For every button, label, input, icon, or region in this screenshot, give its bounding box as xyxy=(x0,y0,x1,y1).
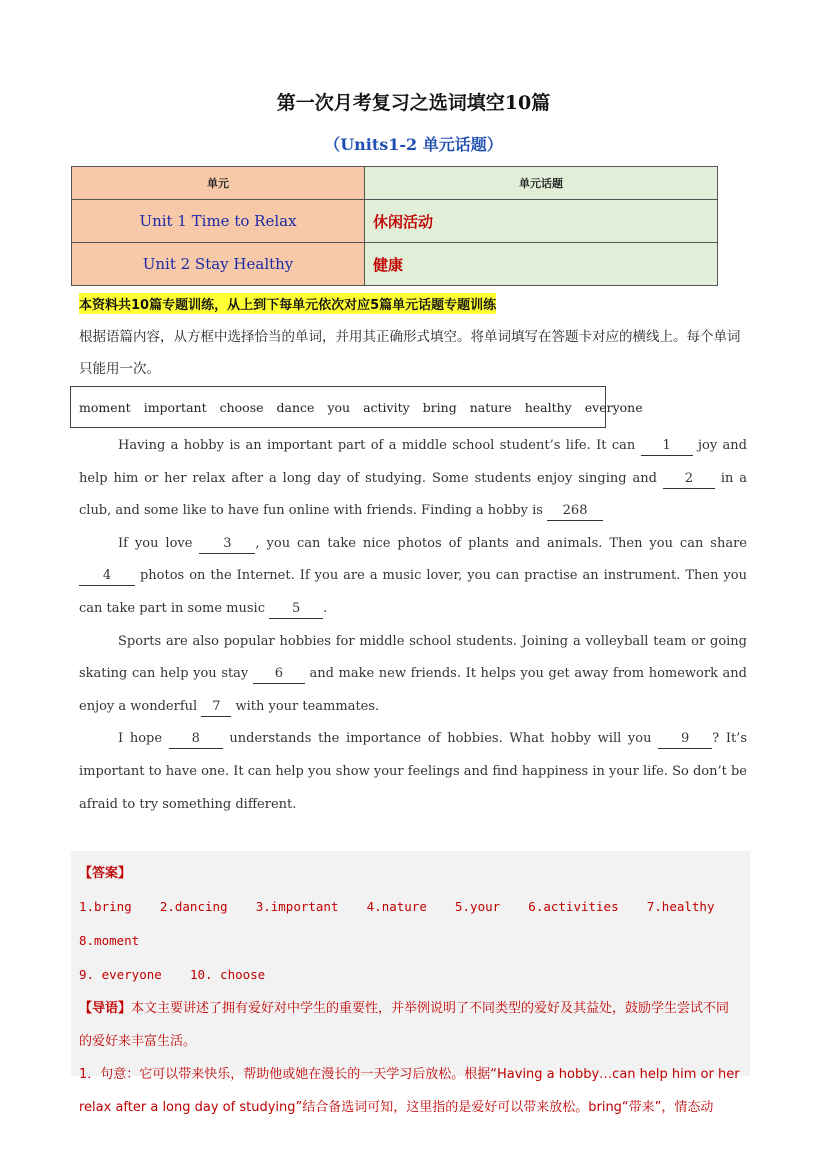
table-cell-topic: 休闲活动 xyxy=(365,200,718,243)
guide-paragraph xyxy=(79,992,742,1058)
word-bank-item: activity xyxy=(363,399,410,415)
passage-text: photos on the Internet. If you are a music lover, you can practise an instrument. Then you can take part in some music xyxy=(79,568,747,616)
table-header-row xyxy=(72,167,718,200)
passage-paragraph-2 xyxy=(79,528,747,626)
blank-2: 2 xyxy=(663,470,715,489)
answer-item: 5.your xyxy=(455,899,501,914)
word-bank-item: bring xyxy=(422,399,457,415)
word-bank-item: choose xyxy=(219,399,264,415)
table-header-unit: 单元 xyxy=(72,167,365,200)
passage-text: . xyxy=(323,600,328,616)
passage-text: Sports are also popular hobbies for middle school students. Joining a volleyball team or going skating can help you stay xyxy=(79,633,747,682)
passage-text: and make new friends. It helps you get away from homework and enjoy a wonderful xyxy=(79,666,748,714)
blank-1: 1 xyxy=(641,437,693,456)
passage-text: Having a hobby is an important part of a middle school student’s life. It can xyxy=(118,438,636,453)
table-header-topic: 单元话题 xyxy=(365,167,718,200)
word-bank-item: moment xyxy=(79,399,131,415)
answer-item: 6.activities xyxy=(528,899,619,914)
answer-item: 8.moment xyxy=(79,933,140,948)
answer-list xyxy=(79,890,742,958)
answer-item: 2.dancing xyxy=(159,899,228,914)
blank-9: 9 xyxy=(658,730,712,749)
word-bank-item: important xyxy=(143,399,207,415)
page-title: 第一次月考复习之选词填空10篇 xyxy=(276,92,551,114)
passage xyxy=(79,430,747,821)
word-bank-box xyxy=(70,386,643,428)
word-bank-item: nature xyxy=(469,399,512,415)
passage-text: joy and help him or her relax after a long day of studying. Some students enjoy singing and xyxy=(79,438,747,486)
word-bank-item: healthy xyxy=(524,399,572,415)
explanation-text: 1．句意：它可以带来快乐，帮助他或她在漫长的一天学习后放松。根据“Having a hobby…can help him or her relax after a long day of studying”结合备选词可知，这里指的是爱好可以带来放松。bring“带来”，情态动 xyxy=(79,1067,740,1115)
highlight-notice: 本资料共10篇专题训练，从上到下每单元依次对应5篇单元话题专题训练 xyxy=(79,293,496,314)
passage-text: with your teammates. xyxy=(235,698,380,714)
answer-item: 1.bring xyxy=(79,899,132,914)
table-cell-unit: Unit 1 Time to Relax xyxy=(72,200,365,243)
word-bank-item: dance xyxy=(276,399,315,415)
word-bank-item: everyone xyxy=(584,399,643,415)
table-cell-topic: 健康 xyxy=(365,243,718,286)
table-cell-unit: Unit 2 Stay Healthy xyxy=(72,243,365,286)
blank-4: 4 xyxy=(79,567,135,586)
blank-8: 8 xyxy=(169,730,223,749)
blank-268: 268 xyxy=(547,502,603,521)
instruction-text: 根据语篇内容，从方框中选择恰当的单词，并用其正确形式填空。将单词填写在答题卡对应的横线上。每个单词只能用一次。 xyxy=(79,329,741,377)
passage-text: I hope xyxy=(118,731,163,747)
answer-heading: 【答案】 xyxy=(79,866,132,881)
passage-text: ? It’s important to have one. It can help you show your feelings and find happiness in your life. So don’t be afraid to try something different. xyxy=(79,731,747,812)
table-row xyxy=(72,200,718,243)
passage-text: , you can take nice photos of plants and animals. Then you can share xyxy=(255,535,747,551)
blank-5: 5 xyxy=(269,600,323,619)
answer-item: 4.nature xyxy=(366,899,427,914)
passage-text: understands the importance of hobbies. What hobby will you xyxy=(229,731,652,747)
table-row xyxy=(72,243,718,286)
passage-text: in a club, and some like to have fun online with friends. Finding a hobby is xyxy=(79,470,748,519)
guide-text: 本文主要讲述了拥有爱好对中学生的重要性，并举例说明了不同类型的爱好及其益处，鼓励学生尝试不同的爱好来丰富生活。 xyxy=(79,1001,730,1049)
answer-item: 9. everyone xyxy=(79,967,162,982)
passage-text: If you love xyxy=(118,535,193,551)
passage-paragraph-4 xyxy=(79,723,747,821)
blank-6: 6 xyxy=(253,665,305,684)
passage-paragraph-3 xyxy=(79,626,747,724)
answer-item: 3.important xyxy=(255,899,339,914)
page-subtitle: （Units1-2 单元话题） xyxy=(324,135,503,154)
unit-topic-table xyxy=(71,166,718,286)
answer-list xyxy=(79,958,742,992)
answer-section xyxy=(71,851,750,1115)
blank-3: 3 xyxy=(199,535,255,554)
passage-paragraph-1 xyxy=(79,430,747,528)
answer-item: 10. choose xyxy=(189,967,266,982)
blank-7: 7 xyxy=(201,698,231,717)
guide-label: 【导语】 xyxy=(79,1001,132,1016)
answer-item: 7.healthy xyxy=(646,899,715,914)
word-bank-item: you xyxy=(327,399,351,415)
